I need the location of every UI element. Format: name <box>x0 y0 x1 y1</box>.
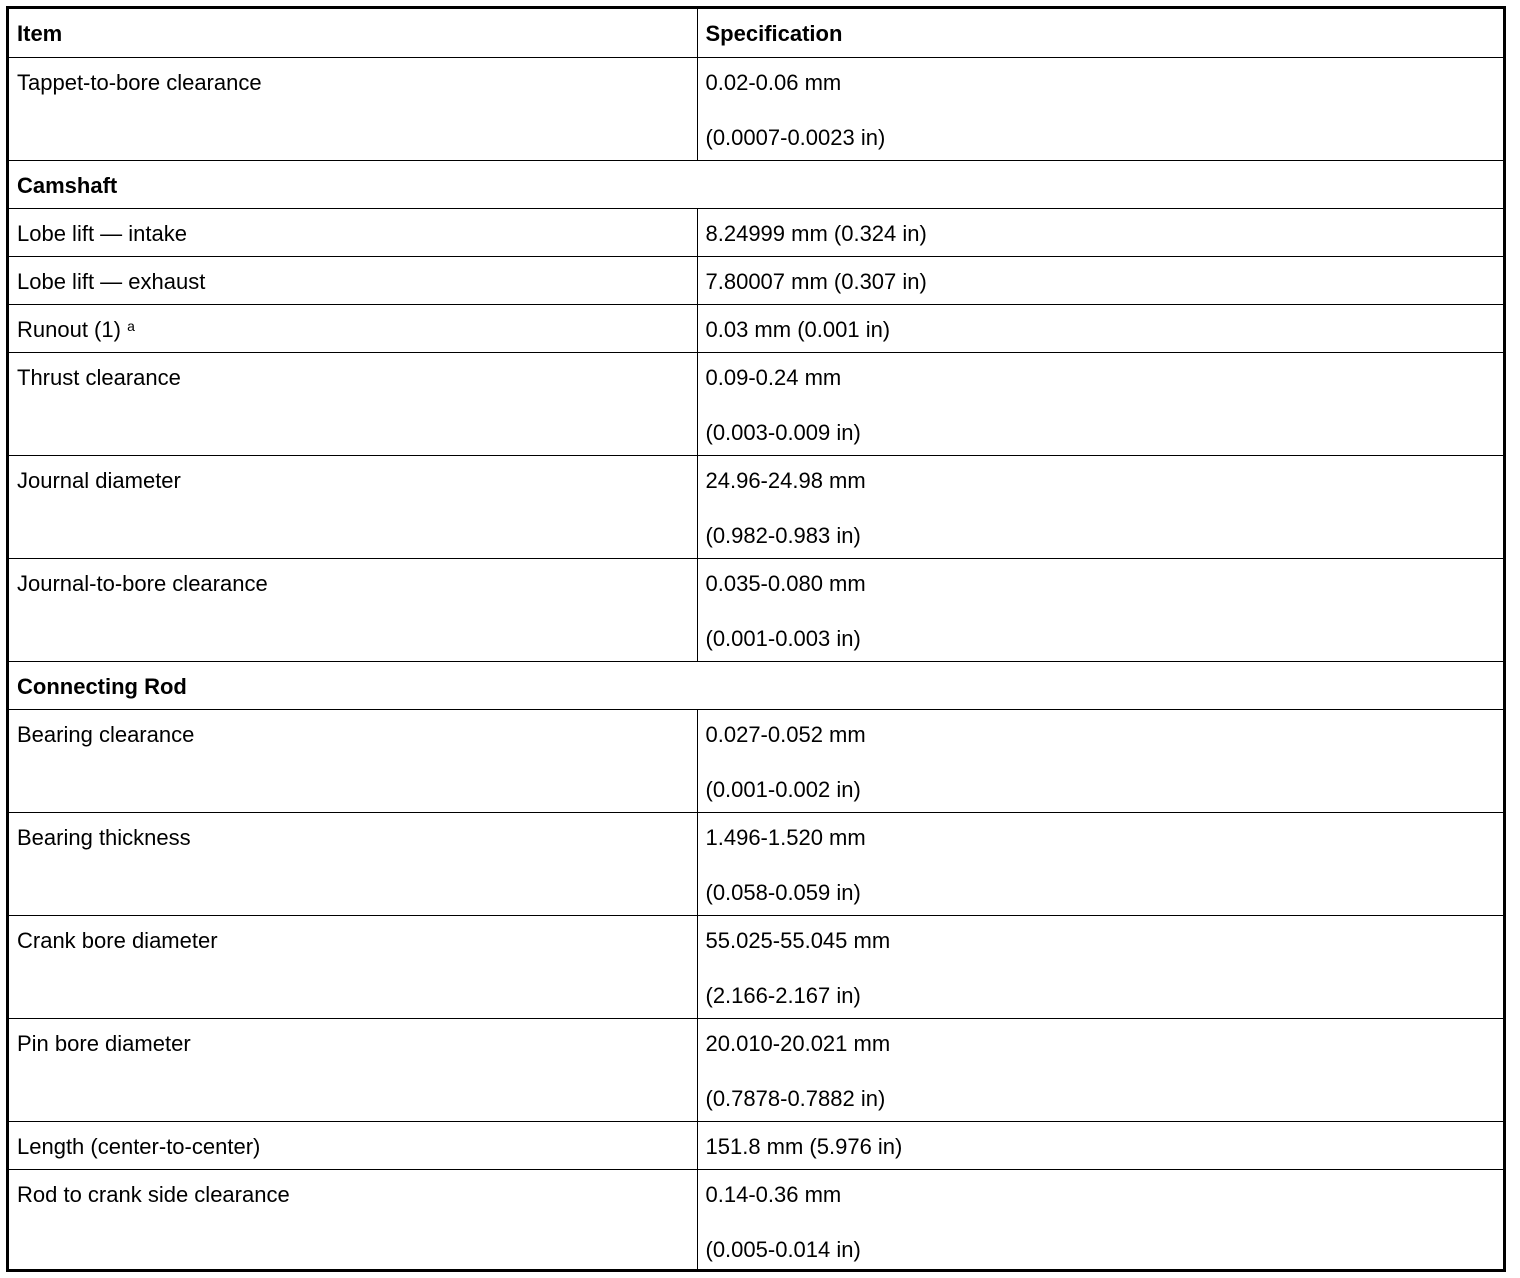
header-item: Item <box>9 9 697 57</box>
spec-metric: 20.010-20.021 mm <box>705 1030 891 1056</box>
spec-cell <box>697 352 1503 455</box>
spec-imperial: (2.166-2.167 in) <box>705 982 861 1008</box>
table-row <box>9 256 1503 304</box>
item-cell: Length (center-to-center) <box>9 1121 697 1169</box>
spec-table-container <box>6 6 1506 1272</box>
spec-cell: 8.24999 mm (0.324 in) <box>697 208 1503 256</box>
table-row <box>9 1169 1503 1272</box>
spec-imperial: (0.001-0.003 in) <box>705 625 861 651</box>
specification-table <box>9 9 1503 1272</box>
item-cell: Thrust clearance <box>9 352 697 455</box>
table-header-row <box>9 9 1503 57</box>
spec-metric: 0.14-0.36 mm <box>705 1181 842 1207</box>
spec-cell <box>697 709 1503 812</box>
spec-imperial: (0.982-0.983 in) <box>705 522 861 548</box>
spec-cell <box>697 1018 1503 1121</box>
spec-imperial: (0.003-0.009 in) <box>705 419 861 445</box>
table-row <box>9 57 1503 160</box>
item-cell: Crank bore diameter <box>9 915 697 1018</box>
item-label: Runout (1) <box>17 316 121 342</box>
item-cell: Journal-to-bore clearance <box>9 558 697 661</box>
spec-cell <box>697 915 1503 1018</box>
spec-imperial: (0.001-0.002 in) <box>705 776 861 802</box>
spec-metric: 0.02-0.06 mm <box>705 69 842 95</box>
section-row <box>9 160 1503 208</box>
item-cell: Tappet-to-bore clearance <box>9 57 697 160</box>
spec-metric: 1.496-1.520 mm <box>705 824 866 850</box>
table-row <box>9 1121 1503 1169</box>
table-row <box>9 352 1503 455</box>
item-cell: Pin bore diameter <box>9 1018 697 1121</box>
item-cell <box>9 304 697 352</box>
header-specification: Specification <box>697 9 1503 57</box>
spec-cell <box>697 812 1503 915</box>
spec-metric: 0.09-0.24 mm <box>705 364 842 390</box>
item-cell: Bearing thickness <box>9 812 697 915</box>
spec-cell <box>697 558 1503 661</box>
table-row <box>9 304 1503 352</box>
table-row <box>9 915 1503 1018</box>
spec-metric: 55.025-55.045 mm <box>705 927 891 953</box>
spec-metric: 24.96-24.98 mm <box>705 467 866 493</box>
item-cell: Lobe lift — intake <box>9 208 697 256</box>
spec-cell <box>697 455 1503 558</box>
spec-cell <box>697 1169 1503 1272</box>
spec-imperial: (0.058-0.059 in) <box>705 879 861 905</box>
spec-imperial: (0.7878-0.7882 in) <box>705 1085 886 1111</box>
item-cell: Lobe lift — exhaust <box>9 256 697 304</box>
table-row <box>9 1018 1503 1121</box>
section-camshaft: Camshaft <box>9 160 1503 208</box>
spec-metric: 0.027-0.052 mm <box>705 721 866 747</box>
table-row <box>9 709 1503 812</box>
item-cell: Journal diameter <box>9 455 697 558</box>
table-row <box>9 812 1503 915</box>
spec-cell: 0.03 mm (0.001 in) <box>697 304 1503 352</box>
section-connecting-rod: Connecting Rod <box>9 661 1503 709</box>
section-row <box>9 661 1503 709</box>
table-row <box>9 208 1503 256</box>
spec-imperial: (0.0007-0.0023 in) <box>705 124 886 150</box>
spec-cell: 7.80007 mm (0.307 in) <box>697 256 1503 304</box>
spec-cell <box>697 57 1503 160</box>
footnote-marker: a <box>127 317 135 334</box>
table-row <box>9 455 1503 558</box>
item-cell: Bearing clearance <box>9 709 697 812</box>
item-cell: Rod to crank side clearance <box>9 1169 697 1272</box>
spec-metric: 0.035-0.080 mm <box>705 570 866 596</box>
spec-cell: 151.8 mm (5.976 in) <box>697 1121 1503 1169</box>
spec-imperial: (0.005-0.014 in) <box>705 1236 861 1262</box>
table-row <box>9 558 1503 661</box>
